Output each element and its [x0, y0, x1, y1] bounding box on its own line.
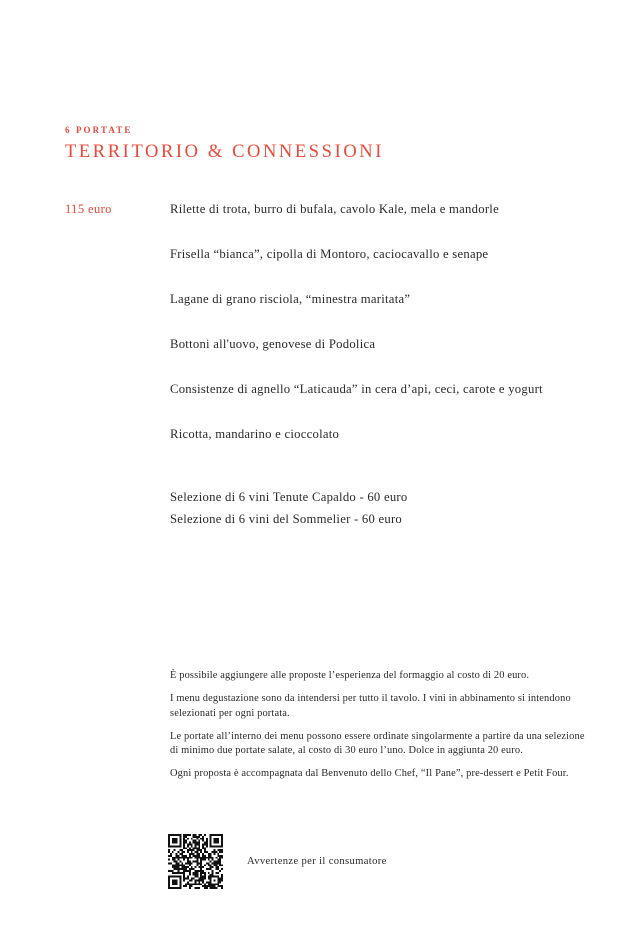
course-list	[170, 201, 600, 471]
wine-pairing-item: Selezione di 6 vini del Sommelier - 60 euro	[170, 512, 403, 526]
menu-course-count-label: 6 PORTATE	[65, 125, 133, 135]
note-paragraph: Le portate all’interno dei menu possono essere ordinate singolarmente a partire da una selezione di minimo due portate salate, al costo di 30 euro l’uno. Dolce in aggiunta 20 euro.	[170, 730, 585, 757]
menu-notes	[170, 669, 590, 782]
note-paragraph: È possibile aggiungere alle proposte l’esperienza del formaggio al costo di 20 euro.	[170, 670, 530, 681]
wine-pairing-item: Selezione di 6 vini Tenute Capaldo - 60 euro	[170, 490, 408, 504]
qr-caption: Avvertenze per il consumatore	[247, 856, 387, 867]
course-item: Rilette di trota, burro di bufala, cavolo Kale, mela e mandorle	[170, 202, 499, 216]
course-item: Lagane di grano risciola, “minestra maritata”	[170, 292, 411, 306]
course-item: Consistenze di agnello “Laticauda” in cera d’api, ceci, carote e yogurt	[170, 382, 543, 396]
qr-code-icon[interactable]	[168, 834, 223, 889]
course-item: Frisella “bianca”, cipolla di Montoro, caciocavallo e senape	[170, 247, 489, 261]
menu-price: 115 euro	[65, 202, 112, 216]
page-title: TERRITORIO & CONNESSIONI	[65, 142, 385, 162]
course-item: Bottoni all'uovo, genovese di Podolica	[170, 337, 376, 351]
consumer-notice-block[interactable]	[168, 834, 387, 889]
note-paragraph: I menu degustazione sono da intendersi per tutto il tavolo. I vini in abbinamento si intendono selezionati per ogni portata.	[170, 693, 571, 719]
wine-pairing-list	[170, 486, 600, 530]
note-paragraph: Ogni proposta è accompagnata dal Benvenuto dello Chef, “Il Pane”, pre-dessert e Petit Four.	[170, 768, 569, 780]
course-item: Ricotta, mandarino e cioccolato	[170, 427, 340, 441]
